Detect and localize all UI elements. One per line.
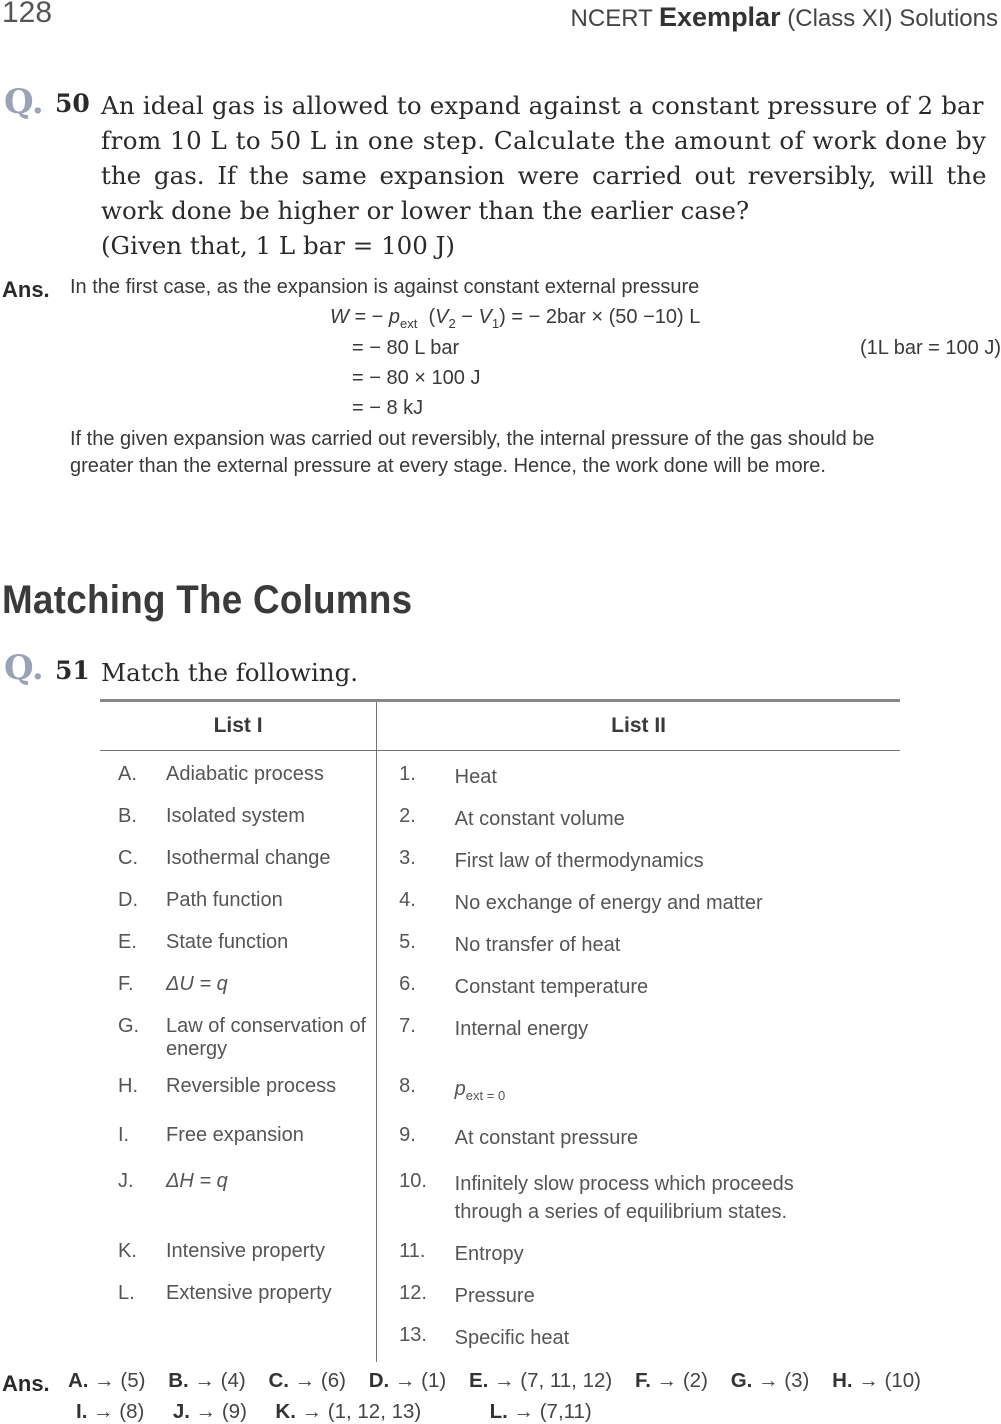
question-text-50 bbox=[101, 88, 999, 263]
answer-item: J. → (9) bbox=[172, 1400, 247, 1423]
book-prefix: NCERT bbox=[570, 5, 660, 32]
question-number-50: 50 bbox=[55, 89, 90, 118]
calc-note: (1L bar = 100 J) bbox=[859, 337, 1001, 359]
table-row: D. Path function 4. No exchange of energy and matter bbox=[100, 879, 900, 921]
question-text-51: Match the following. bbox=[101, 658, 359, 687]
table-row: B. Isolated system 2. At constant volume bbox=[100, 795, 900, 837]
answer-item: D. → (1) bbox=[368, 1369, 447, 1392]
answer-label-50: Ans. bbox=[2, 277, 50, 302]
answer-item: K. → (1, 12, 13) bbox=[275, 1400, 422, 1423]
answer-item: H. → (10) bbox=[832, 1369, 921, 1392]
answer-item: A. → (5) bbox=[68, 1369, 146, 1392]
table-row: G. Law of conservation of energy 7. Internal energy bbox=[100, 1005, 900, 1065]
table-row: F. ΔU = q 6. Constant temperature bbox=[100, 963, 900, 1005]
answer-row-1 bbox=[68, 1369, 921, 1393]
table-row: C. Isothermal change 3. First law of thermodynamics bbox=[100, 837, 900, 879]
answer-item: I. → (8) bbox=[76, 1400, 145, 1423]
calc-line-3: = − 80 × 100 J bbox=[352, 367, 481, 389]
calc-line-1: W = − $p_{ext}$ $(V_2 - V_1)$ = − 2bar × (50 −10) L bbox=[330, 306, 701, 331]
answer-row-2 bbox=[76, 1400, 592, 1424]
matching-table bbox=[100, 699, 900, 1362]
table-row: E. State function 5. No transfer of heat bbox=[100, 921, 900, 963]
answer-intro-50: In the first case, as the expansion is against constant external pressure bbox=[70, 276, 700, 298]
answer-conclusion-line: greater than the external pressure at every stage. Hence, the work done will be more. bbox=[70, 455, 826, 477]
section-heading: Matching The Columns bbox=[2, 578, 413, 622]
question-line: (Given that, 1 L bar = 100 J) bbox=[101, 231, 455, 260]
question-line: from 10 L to 50 L in one step. Calculate the amount of work done by bbox=[101, 126, 987, 155]
answer-item: L. → (7,11) bbox=[489, 1400, 592, 1423]
table-row: J. ΔH = q 10. Infinitely slow process which proceeds through a series of equilibrium states. bbox=[100, 1156, 900, 1230]
running-head bbox=[571, 2, 998, 33]
answer-item: F. → (2) bbox=[635, 1369, 708, 1392]
page-number: 128 bbox=[2, 0, 53, 29]
book-bold-title: Exemplar bbox=[659, 2, 781, 32]
header-list-2: List II bbox=[377, 701, 900, 751]
book-suffix: (Class XI) Solutions bbox=[780, 5, 998, 32]
calc-line-4: = − 8 kJ bbox=[352, 397, 424, 419]
table-row: I. Free expansion 9. At constant pressure bbox=[100, 1114, 900, 1156]
answer-label-51: Ans. bbox=[2, 1371, 50, 1396]
table-header-row bbox=[100, 701, 900, 751]
table-row: 13. Specific heat bbox=[100, 1314, 900, 1362]
table-row: A. Adiabatic process 1. Heat bbox=[100, 751, 900, 796]
table-row: K. Intensive property 11. Entropy bbox=[100, 1230, 900, 1272]
answer-item: C. → (6) bbox=[268, 1369, 346, 1392]
question-marker-50: Q. bbox=[4, 82, 44, 122]
question-number-51: 51 bbox=[55, 656, 90, 685]
table-row: L. Extensive property 12. Pressure bbox=[100, 1272, 900, 1314]
calc-line-2: = − 80 L bar bbox=[352, 337, 460, 359]
question-line: work done be higher or lower than the earlier case? bbox=[101, 196, 750, 225]
table-row: H. Reversible process 8. $p_{ext = 0}$ bbox=[100, 1065, 900, 1114]
question-marker-51: Q. bbox=[4, 648, 44, 688]
answer-conclusion-line: If the given expansion was carried out reversibly, the internal pressure of the gas should be bbox=[70, 428, 875, 450]
header-list-1: List I bbox=[100, 701, 377, 751]
answer-item: E. → (7, 11, 12) bbox=[469, 1369, 613, 1392]
answer-item: G. → (3) bbox=[730, 1369, 810, 1392]
answer-item: B. → (4) bbox=[168, 1369, 246, 1392]
question-line: An ideal gas is allowed to expand against a constant pressure of 2 bar bbox=[101, 91, 984, 120]
question-line: the gas. If the same expansion were carried out reversibly, will the bbox=[101, 161, 987, 190]
